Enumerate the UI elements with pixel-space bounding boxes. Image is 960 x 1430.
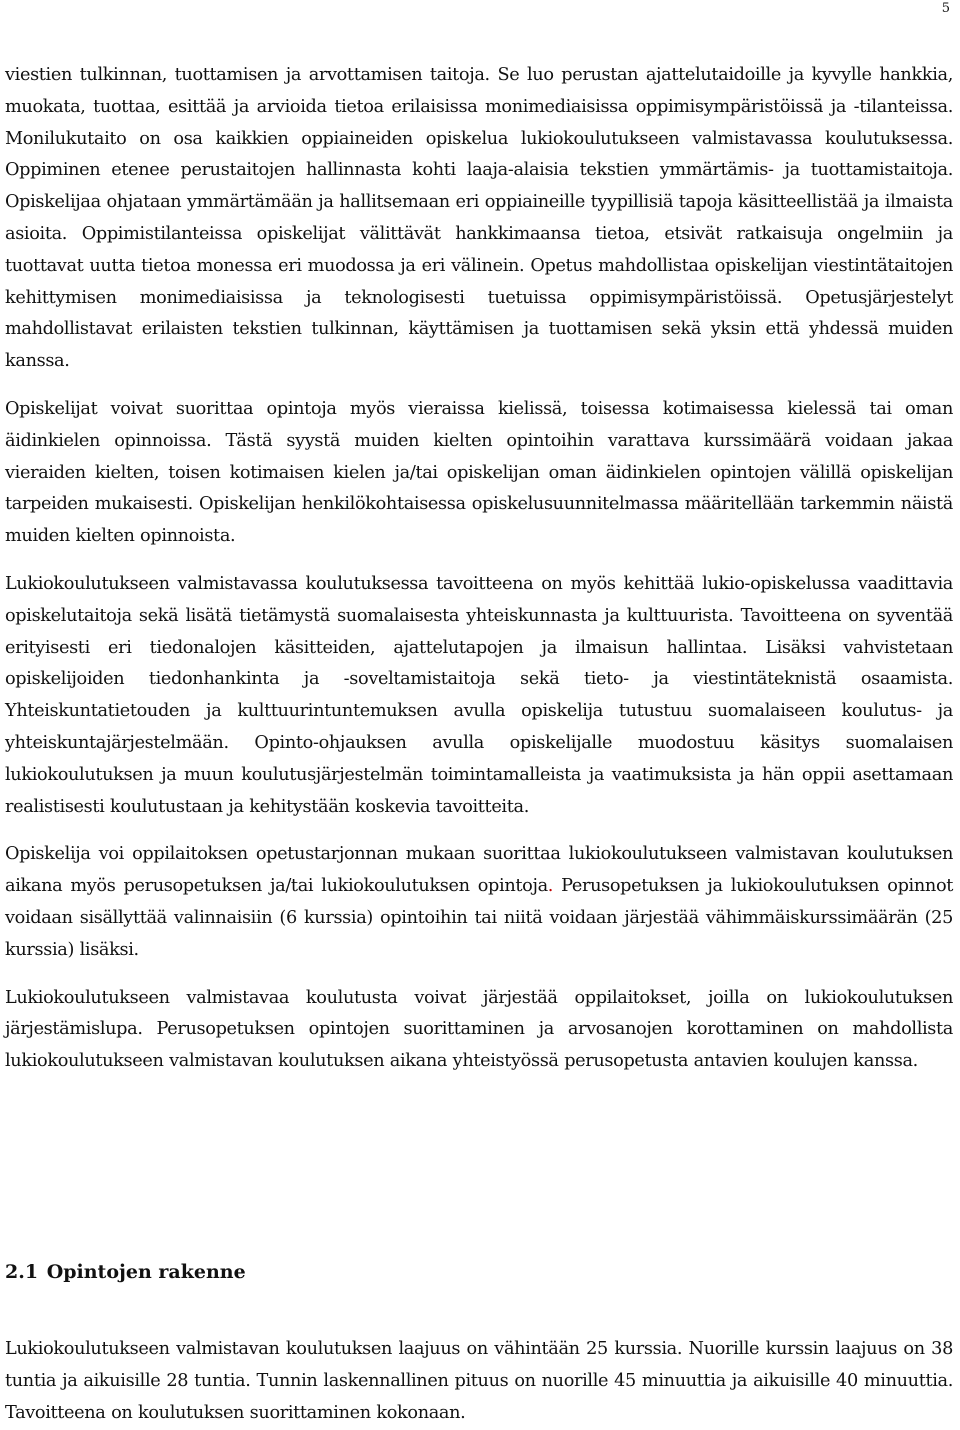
paragraph-gap	[5, 967, 953, 983]
paragraph-structure: Lukiokoulutukseen valmistavan koulutuksen laajuus on vähintään 25 kurssia. Nuorille kurssin laajuus on 38 tuntia ja aikuisille 28 tuntia. Tunnin laskennallinen pituus on nuorille 45 minuuttia ja aikuisille 40 minuuttia. Tavoitteena on koulutuksen suorittaminen kokonaan.	[5, 1339, 953, 1423]
document-body	[5, 60, 953, 1078]
marked-period: .	[547, 876, 554, 897]
paragraph-gap	[5, 553, 953, 569]
page-number: 5	[941, 1, 950, 16]
section-title: Opintojen rakenne	[46, 1261, 246, 1283]
paragraph-organizers: Lukiokoulutukseen valmistavaa koulutusta voivat järjestää oppilaitokset, joilla on lukiokoulutuksen järjestämislupa. Perusopetuksen opintojen suorittaminen ja arvosanojen korottaminen on mahdollista lukiokoulutukseen valmistavan koulutuksen aikana yhteistyössä perusopetusta antavien koulujen kanssa.	[5, 987, 953, 1072]
paragraph-languages: Opiskelijat voivat suorittaa opintoja myös vieraissa kielissä, toisessa kotimaisessa kielessä tai oman äidinkielen opinnoissa. Tästä syystä muiden kielten opintoihin varattava kurssimäärä voidaan jakaa vieraiden kielten, toisen kotimaisen kielen ja/tai opiskelijan oman äidinkielen opintojen välillä opiskelijan tarpeiden mukaisesti. Opiskelijan henkilökohtaisessa opiskelusuunnitelmassa määritellään tarkemmin näistä muiden kielten opinnoista.	[5, 398, 953, 547]
section-heading	[5, 1258, 246, 1286]
paragraph-basic-education-rest: Perusopetuksen ja lukiokoulutuksen opinnot voidaan sisällyttää valinnaisiin (6 kurssia) opintoihin tai niitä voidaan järjestää vähimmäiskurssimäärän (25 kurssia) lisäksi.	[5, 876, 953, 960]
paragraph-gap	[5, 378, 953, 394]
section-number: 2.1	[5, 1261, 39, 1283]
paragraph-basic-education	[5, 839, 953, 966]
paragraph-basic-education-text: Opiskelija voi oppilaitoksen opetustarjonnan mukaan suorittaa lukiokoulutukseen valmistavan koulutuksen aikana myös perusopetuksen ja/tai lukiokoulutuksen opintoja	[5, 844, 953, 897]
paragraph-study-skills: Lukiokoulutukseen valmistavassa koulutuksessa tavoitteena on myös kehittää lukio-opiskelussa vaadittavia opiskelutaitoja sekä lisätä tietämystä suomalaisesta yhteiskunnasta ja kulttuurista. Tavoitteena on syventää erityisesti eri tiedonalojen käsitteiden, ajattelutapojen ja ilmaisun hallintaa. Lisäksi vahvistetaan opiskelijoiden tiedonhankinta ja -soveltamistaitoja sekä tieto- ja viestintäteknistä osaamista. Yhteiskuntatietouden ja kulttuurintuntemuksen avulla opiskelija tutustuu suomalaiseen koulutus- ja yhteiskuntajärjestelmään. Opinto-ohjauksen avulla opiskelijalle muodostuu käsitys suomalaisen lukiokoulutuksen ja muun koulutusjärjestelmän toimintamalleista ja vaatimuksista ja hän oppii asettamaan realistisesti koulutustaan ja kehitystään koskevia tavoitteita.	[5, 573, 953, 817]
paragraph-multiliteracy: viestien tulkinnan, tuottamisen ja arvottamisen taitoja. Se luo perustan ajattelutaidoille ja kyvylle hankkia, muokata, tuottaa, esittää ja arvioida tietoa erilaisissa monimediaisissa oppimisympäristöissä ja -tilanteissa. Monilukutaito on osa kaikkien oppiaineiden opiskelua lukiokoulutukseen valmistavassa koulutuksessa. Oppiminen etenee perustaitojen hallinnasta kohti laaja-alaisia tekstien ymmärtämis- ja tuottamistaitoja. Opiskelijaa ohjataan ymmärtämään ja hallitsemaan eri oppiaineille tyypillisiä tapoja käsitteellistää ja ilmaista asioita. Oppimistilanteissa opiskelijat välittävät hankkimaansa tietoa, etsivät ratkaisuja ongelmiin ja tuottavat uutta tietoa monessa eri muodossa ja eri välinein. Opetus mahdollistaa opiskelijan viestintätaitojen kehittymisen monimediaisissa ja teknologisesti tuetuissa oppimisympäristöissä. Opetusjärjestelyt mahdollistavat erilaisten tekstien tulkinnan, käyttämisen ja tuottamisen sekä yksin että yhdessä muiden kanssa.	[5, 65, 953, 372]
paragraph-gap	[5, 823, 953, 839]
